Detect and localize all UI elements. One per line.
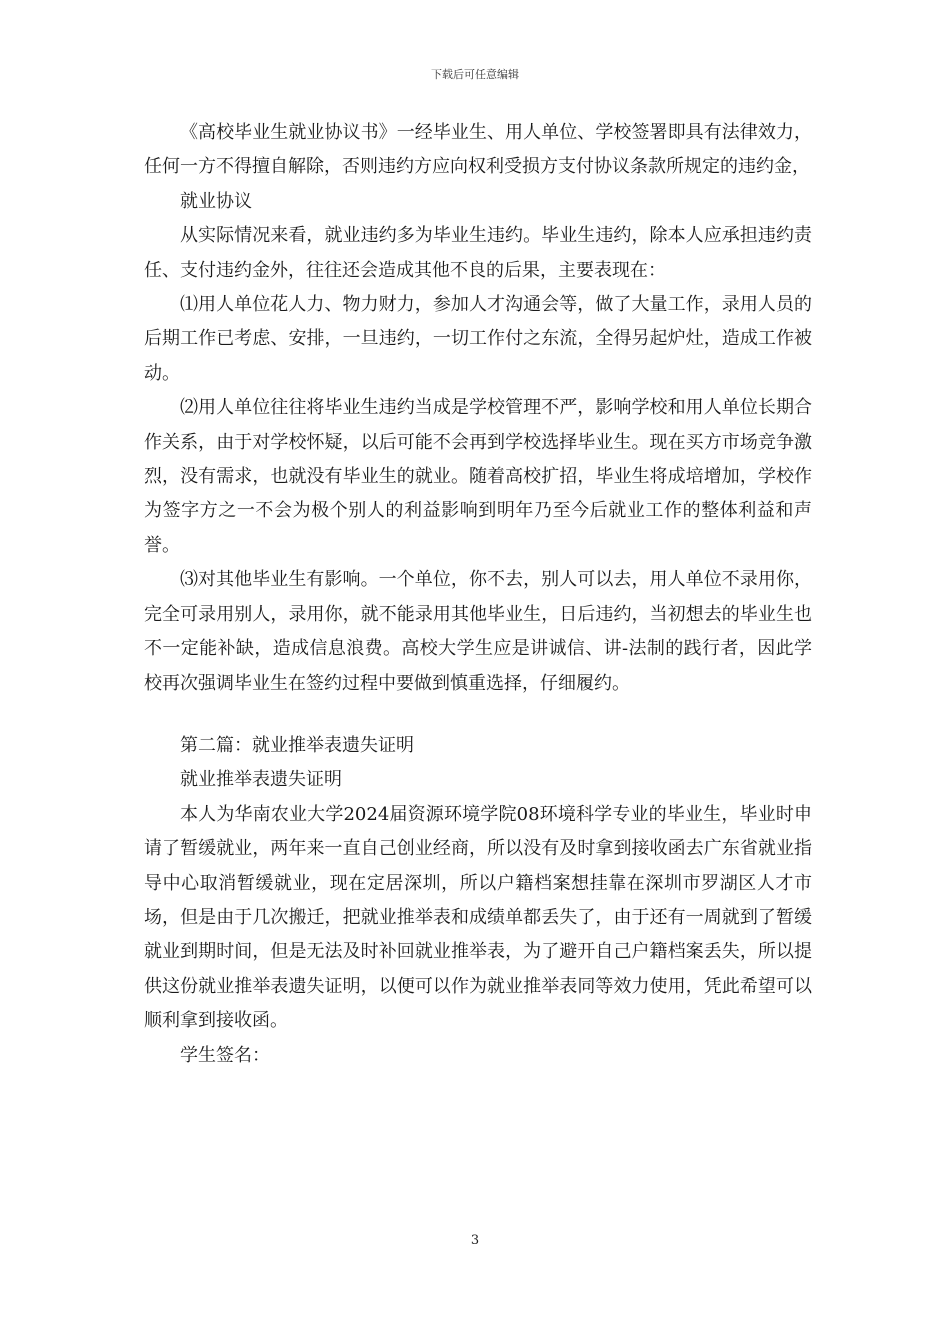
paragraph-heading-employment-agreement: 就业协议 xyxy=(180,190,252,212)
certificate-title: 就业推举表遗失证明 xyxy=(180,769,342,791)
section-title-part-two: 第二篇：就业推举表遗失证明 xyxy=(180,734,414,756)
paragraph-breach-overview: 从实际情况来看，就业违约多为毕业生违约。毕业生违约，除本人应承担违约责任、支付违约金外，往往还会造成其他不良的后果，主要表现在： xyxy=(144,225,812,281)
paragraph-certificate-body: 本人为华南农业大学2024届资源环境学院08环境科学专业的毕业生，毕业时申请了暂缓就业，两年来一直自己创业经商，所以没有及时拿到接收函去广东省就业指导中心取消暂缓就业，现在定居深圳，所以户籍档案想挂靠在深圳市罗湖区人才市场，但是由于几次搬迁，把就业推举表和成绩单都丢失了，由于还有一周就到了暂缓就业到期时间，但是无法及时补回就业推举表，为了避开自己户籍档案丢失，所以提供这份就业推举表遗失证明，以便可以作为就业推举表同等效力使用，凭此希望可以顺利拿到接收函。 xyxy=(144,803,812,1032)
page-number: 3 xyxy=(470,1233,480,1248)
student-signature-label: 学生签名： xyxy=(180,1044,270,1066)
page-header: 下载后可任意编辑 xyxy=(431,68,519,81)
paragraph-consequence-1: ⑴用人单位花人力、物力财力，参加人才沟通会等，做了大量工作，录用人员的后期工作已考虑、安排，一旦违约，一切工作付之东流，全得另起炉灶，造成工作被动。 xyxy=(144,294,812,384)
document-body xyxy=(144,116,812,1073)
paragraph-consequence-2: ⑵用人单位往往将毕业生违约当成是学校管理不严，影响学校和用人单位长期合作关系，由于对学校怀疑，以后可能不会再到学校选择毕业生。现在买方市场竞争激烈，没有需求，也就没有毕业生的就业。随着高校扩招，毕业生将成培增加，学校作为签字方之一不会为极个别人的利益影响到明年乃至今后就业工作的整体利益和声誉。 xyxy=(144,397,812,556)
paragraph-agreement-validity: 《高校毕业生就业协议书》一经毕业生、用人单位、学校签署即具有法律效力，任何一方不得擅自解除，否则违约方应向权利受损方支付协议条款所规定的违约金， xyxy=(144,122,812,178)
paragraph-consequence-3: ⑶对其他毕业生有影响。一个单位，你不去，别人可以去，用人单位不录用你，完全可录用别人，录用你，就不能录用其他毕业生，日后违约，当初想去的毕业生也不一定能补缺，造成信息浪费。高校大学生应是讲诚信、讲-法制的践行者，因此学校再次强调毕业生在签约过程中要做到慎重选择，仔细履约。 xyxy=(144,569,812,694)
